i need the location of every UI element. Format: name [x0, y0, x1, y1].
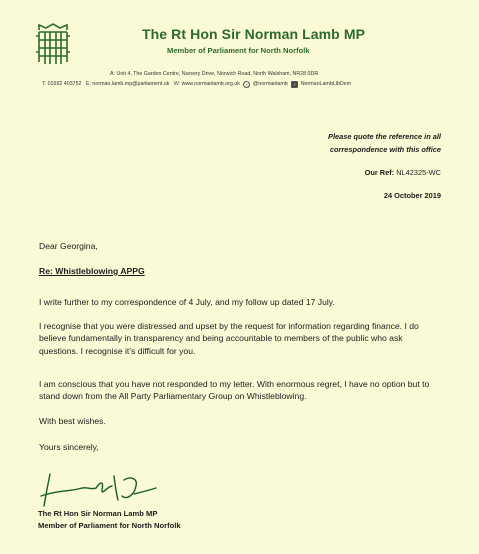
phone-label: T:: [42, 81, 47, 87]
email-value[interactable]: norman.lamb.mp@parliament.uk: [92, 81, 170, 87]
facebook-icon: f: [291, 81, 298, 88]
our-ref-value: NL42325-WC: [396, 168, 441, 177]
signature: [38, 466, 158, 512]
paragraph-1: I write further to my correspondence of 4 July, and my follow up dated 17 July.: [39, 297, 335, 307]
paragraph-3: I am conscious that you have not responded to my letter. With enormous regret, I have no option but to stand down from the All Party Parliamentary Group on Whistleblowing.: [39, 379, 430, 402]
letterhead-address: [110, 71, 318, 77]
facebook-handle[interactable]: NormanLambLibDem: [300, 81, 352, 87]
signature-role: Member of Parliament for North Norfolk: [38, 521, 181, 530]
address-label: A:: [110, 71, 116, 77]
portcullis-icon: [34, 22, 72, 68]
closing: Yours sincerely,: [39, 442, 99, 452]
reference-note-line2: correspondence with this office: [329, 145, 441, 154]
twitter-handle[interactable]: @normanlamb: [252, 81, 288, 87]
signature-block: [38, 508, 181, 532]
reference-note: [328, 130, 441, 156]
our-ref-label: Our Ref:: [364, 168, 395, 177]
address-value: Unit 4, The Garden Centre, Nursery Drive, Norwich Road, North Walsham, NR28 0DR: [116, 71, 319, 77]
phone-value: 01692 403752: [47, 81, 82, 87]
letterhead-contacts: [42, 81, 351, 88]
reference-note-line1: Please quote the reference in all: [328, 132, 441, 141]
salutation: Dear Georgina,: [39, 241, 98, 251]
signature-name: The Rt Hon Sir Norman Lamb MP: [38, 509, 158, 518]
letterhead-name: The Rt Hon Sir Norman Lamb MP: [142, 26, 366, 42]
web-label: W:: [173, 81, 181, 87]
letterhead-role: Member of Parliament for North Norfolk: [167, 46, 310, 55]
web-value[interactable]: www.normanlamb.org.uk: [181, 81, 240, 87]
paragraph-4: With best wishes.: [39, 416, 106, 426]
paragraph-2: I recognise that you were distressed and upset by the request for information regarding finance. I do believe fundamentally in transparency and being accountable to members of the public who ask questions. I recognise it’s difficult for you.: [39, 321, 419, 356]
twitter-icon: t: [243, 81, 250, 88]
our-ref: [365, 168, 441, 177]
letter-date: 24 October 2019: [383, 191, 441, 200]
subject-line: Re: Whistleblowing APPG: [39, 266, 145, 276]
email-label: E:: [85, 81, 91, 87]
